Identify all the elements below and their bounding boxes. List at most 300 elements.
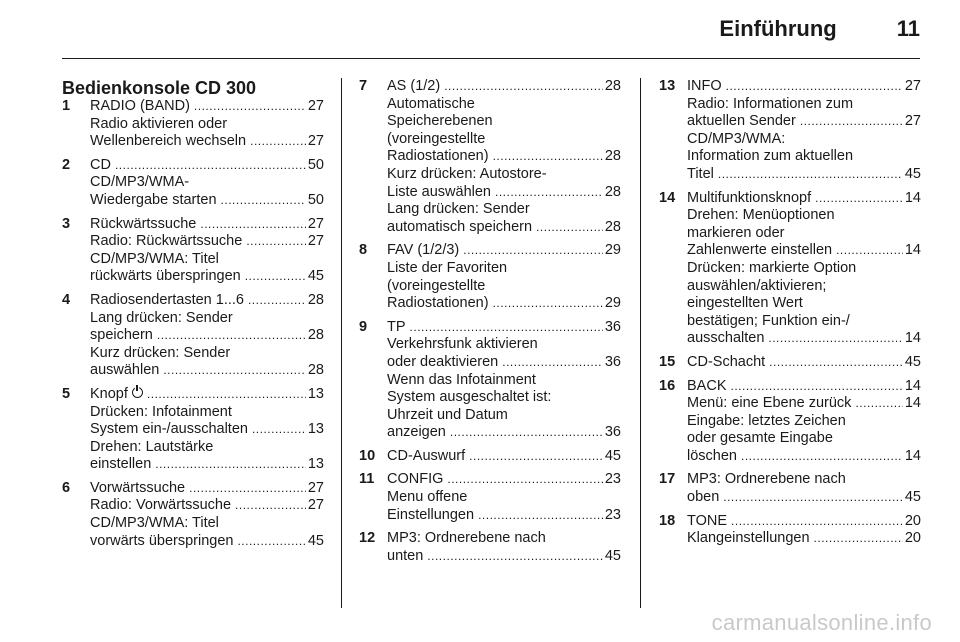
page-reference: 13 bbox=[307, 456, 324, 473]
leader-dots bbox=[200, 216, 305, 234]
entry-number: 16 bbox=[659, 377, 676, 394]
entry-text: INFO bbox=[687, 78, 722, 94]
page-reference: 28 bbox=[604, 218, 621, 235]
entry-line bbox=[90, 327, 324, 345]
page-reference: 36 bbox=[604, 424, 621, 441]
index-entry bbox=[359, 319, 621, 442]
entry-line bbox=[687, 166, 921, 184]
entry-line bbox=[387, 219, 621, 237]
entry-line bbox=[387, 78, 621, 96]
entry-number: 18 bbox=[659, 512, 676, 529]
page-reference: 28 bbox=[307, 291, 324, 308]
page-reference: 14 bbox=[904, 395, 921, 412]
index-entry bbox=[62, 292, 324, 380]
page-title: Einführung bbox=[719, 16, 837, 41]
entry-lines bbox=[90, 292, 324, 380]
leader-dots bbox=[731, 513, 903, 531]
entry-number: 2 bbox=[62, 156, 71, 173]
entry-line bbox=[387, 372, 621, 390]
entry-line bbox=[387, 407, 621, 425]
entry-line bbox=[687, 513, 921, 531]
entry-text: Liste der Favoriten bbox=[387, 259, 508, 276]
entry-line bbox=[687, 96, 921, 114]
page-reference: 45 bbox=[307, 268, 324, 285]
column-divider bbox=[341, 78, 342, 608]
entry-lines bbox=[687, 190, 921, 348]
entry-number: 14 bbox=[659, 189, 676, 206]
entry-line bbox=[387, 184, 621, 202]
entry-line bbox=[387, 295, 621, 313]
entry-line bbox=[90, 310, 324, 328]
entry-text: Radio: Rückwärtssuche bbox=[90, 233, 243, 250]
entry-text: Drücken: Infotainment bbox=[90, 403, 232, 420]
entry-line bbox=[90, 456, 324, 474]
page-reference: 45 bbox=[604, 447, 621, 464]
entry-line bbox=[387, 336, 621, 354]
page-reference: 45 bbox=[604, 547, 621, 564]
leader-dots bbox=[731, 378, 903, 396]
entry-line bbox=[687, 260, 921, 278]
entry-line bbox=[687, 354, 921, 372]
entry-text: auswählen bbox=[90, 362, 160, 379]
index-entry bbox=[359, 242, 621, 312]
entry-line bbox=[90, 362, 324, 380]
entry-line bbox=[90, 480, 324, 498]
entry-text: Wellenbereich wechseln bbox=[90, 133, 247, 150]
page-reference: 27 bbox=[307, 479, 324, 496]
entry-text: Radiostationen) bbox=[387, 148, 489, 165]
index-entry bbox=[359, 448, 621, 466]
page-reference: 27 bbox=[307, 133, 324, 150]
entry-text: (voreingestellte bbox=[387, 277, 486, 294]
leader-dots bbox=[463, 242, 603, 260]
entry-text: Drücken: markierte Option bbox=[687, 259, 857, 276]
leader-dots bbox=[246, 233, 306, 251]
entry-text: CD/MP3/WMA: Titel bbox=[90, 250, 219, 267]
index-entry bbox=[62, 157, 324, 210]
entry-line bbox=[90, 251, 324, 269]
leader-dots bbox=[248, 292, 306, 310]
entry-text: Eingabe: letztes Zeichen bbox=[687, 412, 846, 429]
entry-line bbox=[387, 131, 621, 149]
page-reference: 28 bbox=[307, 327, 324, 344]
entry-line bbox=[687, 78, 921, 96]
entry-line bbox=[387, 389, 621, 407]
column-3 bbox=[659, 78, 921, 554]
entry-text: Klangeinstellungen bbox=[687, 530, 810, 547]
entry-line bbox=[90, 515, 324, 533]
leader-dots bbox=[723, 489, 903, 507]
entry-number: 11 bbox=[359, 471, 375, 488]
entry-lines bbox=[687, 354, 921, 372]
page-reference: 13 bbox=[307, 385, 324, 402]
watermark: carmanualsonline.info bbox=[711, 610, 932, 635]
entry-text: oder deaktivieren bbox=[387, 353, 499, 370]
page-reference: 14 bbox=[904, 189, 921, 206]
entry-lines bbox=[687, 378, 921, 466]
entry-line bbox=[387, 201, 621, 219]
entry-number: 17 bbox=[659, 471, 676, 488]
entry-line bbox=[387, 148, 621, 166]
leader-dots bbox=[769, 354, 903, 372]
entry-line bbox=[90, 133, 324, 151]
entry-line bbox=[687, 295, 921, 313]
page-reference: 36 bbox=[604, 353, 621, 370]
entry-text: AS (1/2) bbox=[387, 78, 441, 94]
column-1 bbox=[62, 78, 324, 556]
index-entry bbox=[359, 471, 621, 524]
entry-line bbox=[687, 330, 921, 348]
entry-text: löschen bbox=[687, 447, 737, 464]
entry-text: Lang drücken: Sender bbox=[387, 201, 530, 218]
entry-number: 7 bbox=[359, 78, 368, 94]
leader-dots bbox=[469, 448, 603, 466]
leader-dots bbox=[410, 319, 603, 337]
entry-line bbox=[387, 242, 621, 260]
entry-text: aktuellen Sender bbox=[687, 113, 796, 130]
entry-line bbox=[387, 260, 621, 278]
entry-text: Vorwärtssuche bbox=[90, 479, 186, 496]
entry-text: anzeigen bbox=[387, 424, 446, 441]
entry-text: System ausgeschaltet ist: bbox=[387, 389, 552, 406]
page-reference: 50 bbox=[307, 156, 324, 173]
entry-text: bestätigen; Funktion ein-/ bbox=[687, 312, 850, 329]
entry-text: MP3: Ordnerebene nach bbox=[387, 530, 546, 547]
entry-text: CD-Auswurf bbox=[387, 447, 466, 464]
entry-text: Rückwärtssuche bbox=[90, 215, 197, 232]
page-reference: 27 bbox=[904, 78, 921, 94]
entry-text: Zahlenwerte einstellen bbox=[687, 242, 833, 259]
entry-text: Drehen: Menüoptionen bbox=[687, 207, 835, 224]
page-reference: 27 bbox=[307, 497, 324, 514]
entry-text: Multifunktionsknopf bbox=[687, 189, 812, 206]
leader-dots bbox=[726, 78, 903, 96]
entry-text: eingestellten Wert bbox=[687, 295, 803, 312]
leader-dots bbox=[194, 98, 306, 116]
leader-dots bbox=[235, 497, 306, 515]
page-reference: 45 bbox=[904, 353, 921, 370]
leader-dots bbox=[493, 295, 603, 313]
entry-text: CD-Schacht bbox=[687, 353, 766, 370]
entry-line bbox=[387, 278, 621, 296]
leader-dots bbox=[815, 190, 903, 208]
page-reference: 27 bbox=[307, 233, 324, 250]
index-entry bbox=[62, 98, 324, 151]
column-divider bbox=[640, 78, 641, 608]
page-reference: 13 bbox=[307, 421, 324, 438]
leader-dots bbox=[447, 471, 602, 489]
leader-dots bbox=[502, 354, 603, 372]
entry-line bbox=[387, 448, 621, 466]
entry-line bbox=[687, 378, 921, 396]
page-reference: 45 bbox=[904, 489, 921, 506]
entry-text: BACK bbox=[687, 377, 727, 394]
entry-text: ausschalten bbox=[687, 330, 765, 347]
entry-line bbox=[387, 507, 621, 525]
entry-text: Verkehrsfunk aktivieren bbox=[387, 336, 538, 353]
entry-line bbox=[687, 190, 921, 208]
entry-text: Radio: Informationen zum bbox=[687, 95, 854, 112]
entry-number: 6 bbox=[62, 479, 71, 496]
entry-line bbox=[387, 489, 621, 507]
page-reference: 23 bbox=[604, 471, 621, 488]
entry-text: RADIO (BAND) bbox=[90, 98, 190, 114]
entry-line bbox=[687, 278, 921, 296]
leader-dots bbox=[163, 362, 306, 380]
entry-line bbox=[387, 166, 621, 184]
entry-lines bbox=[387, 319, 621, 442]
page-reference: 36 bbox=[604, 318, 621, 335]
entry-line bbox=[90, 404, 324, 422]
leader-dots bbox=[800, 113, 903, 131]
entry-text: rückwärts überspringen bbox=[90, 268, 241, 285]
page-reference: 50 bbox=[307, 191, 324, 208]
entry-number: 5 bbox=[62, 385, 71, 402]
page-reference: 45 bbox=[307, 532, 324, 549]
entry-text: Radio aktivieren oder bbox=[90, 115, 228, 132]
leader-dots bbox=[221, 192, 306, 210]
entry-number: 1 bbox=[62, 98, 71, 114]
entry-line bbox=[90, 386, 324, 404]
leader-dots bbox=[245, 268, 306, 286]
index-entry bbox=[62, 386, 324, 474]
entry-text: Liste auswählen bbox=[387, 183, 491, 200]
leader-dots bbox=[115, 157, 306, 175]
entry-text: unten bbox=[387, 547, 424, 564]
entry-text: auswählen/aktivieren; bbox=[687, 277, 827, 294]
entry-line bbox=[90, 174, 324, 192]
entry-line bbox=[687, 113, 921, 131]
entry-line bbox=[687, 131, 921, 149]
entry-number: 15 bbox=[659, 353, 676, 370]
entry-line bbox=[687, 430, 921, 448]
leader-dots bbox=[478, 507, 603, 525]
leader-dots bbox=[493, 148, 603, 166]
entry-text: CD/MP3/WMA: Titel bbox=[90, 515, 219, 532]
leader-dots bbox=[495, 184, 603, 202]
entry-line bbox=[90, 157, 324, 175]
page-header bbox=[719, 16, 920, 42]
entry-number: 10 bbox=[359, 447, 376, 464]
entry-lines bbox=[90, 98, 324, 151]
leader-dots bbox=[718, 166, 903, 184]
page-reference: 14 bbox=[904, 377, 921, 394]
entry-text: Information zum aktuellen bbox=[687, 148, 854, 165]
entry-line bbox=[90, 439, 324, 457]
entry-text: Uhrzeit und Datum bbox=[387, 406, 508, 423]
index-entry bbox=[359, 530, 621, 565]
entry-text: TONE bbox=[687, 512, 728, 529]
entry-text: oben bbox=[687, 489, 720, 506]
page-reference: 23 bbox=[604, 506, 621, 523]
entry-line bbox=[687, 242, 921, 260]
entry-text: Radiosendertasten 1...6 bbox=[90, 291, 244, 308]
entry-number: 4 bbox=[62, 291, 71, 308]
leader-dots bbox=[155, 456, 306, 474]
entry-line bbox=[687, 448, 921, 466]
entry-text: System ein-/ausschalten bbox=[90, 421, 248, 438]
leader-dots bbox=[444, 78, 603, 96]
entry-lines bbox=[687, 513, 921, 548]
entry-text: Lang drücken: Sender bbox=[90, 309, 233, 326]
entry-lines bbox=[687, 471, 921, 506]
page-reference: 14 bbox=[904, 242, 921, 259]
page-reference: 29 bbox=[604, 295, 621, 312]
page-reference: 28 bbox=[604, 183, 621, 200]
entry-line bbox=[387, 96, 621, 114]
entry-lines bbox=[387, 78, 621, 236]
leader-dots bbox=[147, 386, 306, 404]
leader-dots bbox=[252, 421, 306, 439]
leader-dots bbox=[855, 395, 902, 413]
entry-line bbox=[90, 216, 324, 234]
entry-line bbox=[90, 192, 324, 210]
entry-lines bbox=[90, 216, 324, 286]
page-reference: 20 bbox=[904, 530, 921, 547]
entry-text: CD/MP3/WMA: bbox=[687, 130, 786, 147]
entry-text: oder gesamte Eingabe bbox=[687, 430, 833, 447]
index-entry bbox=[359, 78, 621, 236]
entry-line bbox=[687, 471, 921, 489]
page-reference: 14 bbox=[904, 330, 921, 347]
entry-text: Automatische bbox=[387, 95, 475, 112]
entry-line bbox=[687, 395, 921, 413]
index-entry bbox=[62, 480, 324, 550]
entry-line bbox=[90, 98, 324, 116]
entry-lines bbox=[90, 157, 324, 210]
entry-line bbox=[387, 319, 621, 337]
entry-line bbox=[687, 207, 921, 225]
leader-dots bbox=[836, 242, 903, 260]
entry-line bbox=[90, 345, 324, 363]
page-reference: 28 bbox=[604, 78, 621, 94]
entry-text: einstellen bbox=[90, 456, 152, 473]
entry-text: FAV (1/2/3) bbox=[387, 242, 460, 259]
entry-number: 8 bbox=[359, 242, 368, 259]
page-reference: 27 bbox=[307, 98, 324, 114]
entry-text: automatisch speichern bbox=[387, 218, 533, 235]
entry-lines bbox=[90, 480, 324, 550]
leader-dots bbox=[814, 530, 903, 548]
index-entry bbox=[659, 378, 921, 466]
entry-line bbox=[387, 354, 621, 372]
leader-dots bbox=[250, 133, 306, 151]
page-reference: 28 bbox=[307, 362, 324, 379]
page-reference: 27 bbox=[307, 215, 324, 232]
entry-text: Drehen: Lautstärke bbox=[90, 438, 214, 455]
entry-line bbox=[387, 530, 621, 548]
index-entry bbox=[659, 190, 921, 348]
leader-dots bbox=[189, 480, 306, 498]
entry-text: CD/MP3/WMA- bbox=[90, 174, 190, 191]
index-entry bbox=[659, 78, 921, 184]
page-reference: 28 bbox=[604, 148, 621, 165]
entry-line bbox=[387, 424, 621, 442]
entry-lines bbox=[387, 242, 621, 312]
entry-text: Wenn das Infotainment bbox=[387, 371, 536, 388]
entry-line bbox=[687, 225, 921, 243]
entry-text: Einstellungen bbox=[387, 506, 475, 523]
entry-line bbox=[387, 113, 621, 131]
index-entry bbox=[659, 471, 921, 506]
entry-lines bbox=[387, 471, 621, 524]
leader-dots bbox=[450, 424, 603, 442]
leader-dots bbox=[427, 548, 603, 566]
entry-text: (voreingestellte bbox=[387, 130, 486, 147]
entry-line bbox=[90, 292, 324, 310]
entry-text: Kurz drücken: Sender bbox=[90, 344, 231, 361]
entry-text: MP3: Ordnerebene nach bbox=[687, 471, 846, 488]
leader-dots bbox=[536, 219, 603, 237]
leader-dots bbox=[237, 533, 305, 551]
index-entry bbox=[659, 513, 921, 548]
page-number: 11 bbox=[896, 16, 920, 41]
entry-line bbox=[687, 489, 921, 507]
leader-dots bbox=[768, 330, 902, 348]
entry-line bbox=[90, 116, 324, 134]
entry-text: CD bbox=[90, 156, 111, 173]
page-reference: 14 bbox=[904, 447, 921, 464]
entry-line bbox=[687, 530, 921, 548]
entry-line bbox=[90, 533, 324, 551]
entry-text: TP bbox=[387, 318, 406, 335]
entry-line bbox=[90, 421, 324, 439]
page-reference: 20 bbox=[904, 512, 921, 529]
entry-text: speichern bbox=[90, 327, 153, 344]
entry-lines bbox=[687, 78, 921, 184]
entry-line bbox=[687, 313, 921, 331]
entry-line bbox=[90, 233, 324, 251]
entry-text: Menu offene bbox=[387, 489, 468, 506]
page-reference: 27 bbox=[904, 113, 921, 130]
entry-text: CONFIG bbox=[387, 471, 444, 488]
entry-lines bbox=[90, 386, 324, 474]
leader-dots bbox=[741, 448, 903, 466]
entry-text: markieren oder bbox=[687, 224, 785, 241]
header-rule bbox=[62, 58, 920, 59]
entry-line bbox=[687, 148, 921, 166]
entry-text: Wiedergabe starten bbox=[90, 191, 217, 208]
page-reference: 29 bbox=[604, 242, 621, 259]
leader-dots bbox=[157, 327, 306, 345]
entry-text: Radiostationen) bbox=[387, 295, 489, 312]
index-entry bbox=[659, 354, 921, 372]
entry-line bbox=[387, 471, 621, 489]
entry-text: Radio: Vorwärtssuche bbox=[90, 497, 232, 514]
page-reference: 45 bbox=[904, 165, 921, 182]
entry-number: 9 bbox=[359, 318, 368, 335]
entry-lines bbox=[387, 530, 621, 565]
entry-number: 3 bbox=[62, 215, 71, 232]
entry-text: Kurz drücken: Autostore- bbox=[387, 165, 547, 182]
power-icon bbox=[132, 387, 143, 398]
entry-number: 12 bbox=[359, 530, 376, 547]
entry-text: Titel bbox=[687, 165, 714, 182]
entry-text: Menü: eine Ebene zurück bbox=[687, 395, 852, 412]
entry-line bbox=[90, 497, 324, 515]
entry-text: vorwärts überspringen bbox=[90, 532, 234, 549]
entry-line bbox=[387, 548, 621, 566]
entry-line bbox=[687, 413, 921, 431]
section-title: Bedienkonsole CD 300 bbox=[62, 78, 257, 98]
entry-number: 13 bbox=[659, 78, 676, 94]
entry-lines bbox=[387, 448, 621, 466]
entry-text: Knopf bbox=[90, 385, 128, 402]
column-2 bbox=[359, 78, 621, 571]
entry-text: Speicherebenen bbox=[387, 113, 493, 130]
entry-line bbox=[90, 268, 324, 286]
index-entry bbox=[62, 216, 324, 286]
